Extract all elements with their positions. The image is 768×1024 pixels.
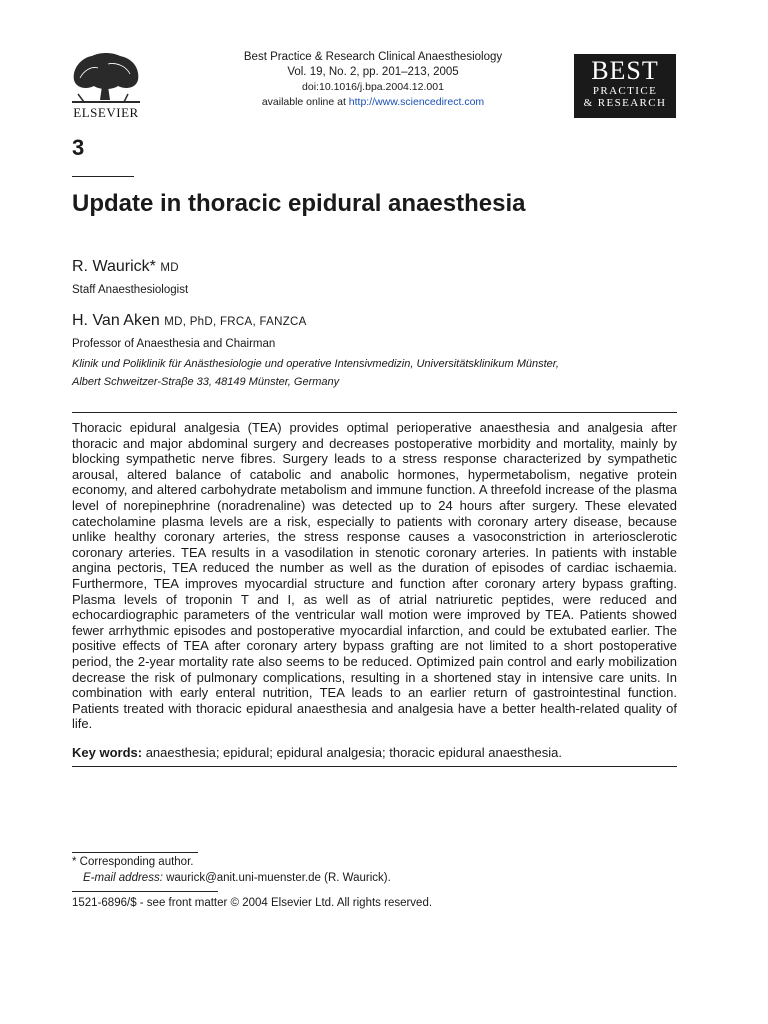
keywords: [72, 745, 677, 760]
chapter-number: 3: [72, 135, 85, 160]
tree-icon: [68, 50, 144, 106]
email-note: [83, 872, 391, 884]
sciencedirect-link[interactable]: http://www.sciencedirect.com: [348, 96, 485, 108]
corresponding-author-note: * Corresponding author.: [72, 856, 194, 868]
journal-volume: Vol. 19, No. 2, pp. 201–213, 2005: [287, 66, 459, 78]
author-1-degrees: MD: [160, 262, 179, 274]
keywords-text: anaesthesia; epidural; epidural analgesia; thoracic epidural anaesthesia.: [145, 745, 562, 760]
abstract-text: Thoracic epidural analgesia (TEA) provides optimal perioperative anaesthesia and analgesia after thoracic and major abdominal surgery and decreases postoperative morbidity and mortality, mainly by blocking sympathetic nerve fibres. Surgery leads to a stress response characterized by sympathetic arousal, altered balance of catabolic and anabolic hormones, hypermetabolism, negative protein economy, and altered carbohydrate metabolism and immune function. A threefold increase of the plasma level of norepinephrine (noradrenaline) was detected up to 24 hours after surgery. These elevated catecholamine plasma levels are a risk, especially to patients with coronary artery disease, because unlike healthy coronary arteries, the stress response causes a vasoconstriction in arteriosclerotic coronary arteries. TEA results in a vasodilation in stenotic coronary arteries. In patients with instable angina pectoris, TEA reduced the number as well as the duration of episodes of cardiac ischaemia. Furthermore, TEA improves myocardial structure and function after coronary artery bypass grafting. Plasma levels of troponin T and I, as well as of atrial natriuretic peptides, were reduced and echocardiographic parameters of the ventricular wall motion were improved by TEA. Patients showed fewer arrhythmic episodes and postoperative myocardial infarction, and could be extubated earlier. The positive effects of TEA after coronary artery bypass grafting are not limited to a short postoperative period, the 2-year mortality rate also seems to be reduced. Optimized pain control and early mobilization decrease the risk of pulmonary complications, resulting in a shortened stay in intensive care units. In combination with early enteral nutrition, TEA leads to an earlier return of gastrointestinal function. Patients treated with thoracic epidural anaesthesia and analgesia have a better health-related quality of life.: [72, 420, 677, 732]
chapter-rule: [72, 176, 134, 177]
author-2-degrees: MD, PhD, FRCA, FANZCA: [164, 316, 307, 328]
availability-line: [190, 95, 556, 110]
journal-doi: doi:10.1016/j.bpa.2004.12.001: [302, 81, 444, 93]
affiliation-line-1: Klinik und Poliklinik für Anästhesiologie und operative Intensivmedizin, Universitätsklinikum Münster,: [72, 358, 559, 370]
keywords-label: Key words:: [72, 745, 143, 760]
abstract-bottom-rule: [72, 766, 677, 767]
publisher-wordmark: ELSEVIER: [73, 105, 139, 120]
series-logo: [574, 54, 676, 118]
series-logo-best: BEST: [591, 56, 659, 85]
journal-header: [190, 50, 556, 110]
author-1-name: R. Waurick*: [72, 258, 156, 275]
journal-name: Best Practice & Research Clinical Anaesthesiology: [243, 51, 503, 63]
elsevier-logo: [68, 50, 144, 121]
series-logo-practice: PRACTICE: [592, 85, 658, 97]
copyright-rule: [72, 891, 218, 892]
copyright-line: 1521-6896/$ - see front matter © 2004 Elsevier Ltd. All rights reserved.: [72, 897, 433, 909]
author-2-role: Professor of Anaesthesia and Chairman: [72, 338, 276, 350]
author-1: [72, 258, 179, 276]
author-2-name: H. Van Aken: [72, 312, 160, 329]
email-value[interactable]: waurick@anit.uni-muenster.de (R. Waurick).: [166, 872, 391, 884]
affiliation-line-2: Albert Schweitzer-Straβe 33, 48149 Münster, Germany: [72, 376, 340, 388]
availability-prefix: available online at: [261, 96, 346, 108]
article-title: Update in thoracic epidural anaesthesia: [72, 190, 526, 217]
abstract-top-rule: [72, 412, 677, 413]
author-2: [72, 312, 307, 330]
footnote-rule: [72, 852, 198, 853]
author-1-role: Staff Anaesthesiologist: [72, 284, 189, 296]
series-logo-research: & RESEARCH: [583, 97, 667, 109]
email-label: E-mail address:: [83, 872, 163, 884]
affiliation: [72, 355, 559, 391]
